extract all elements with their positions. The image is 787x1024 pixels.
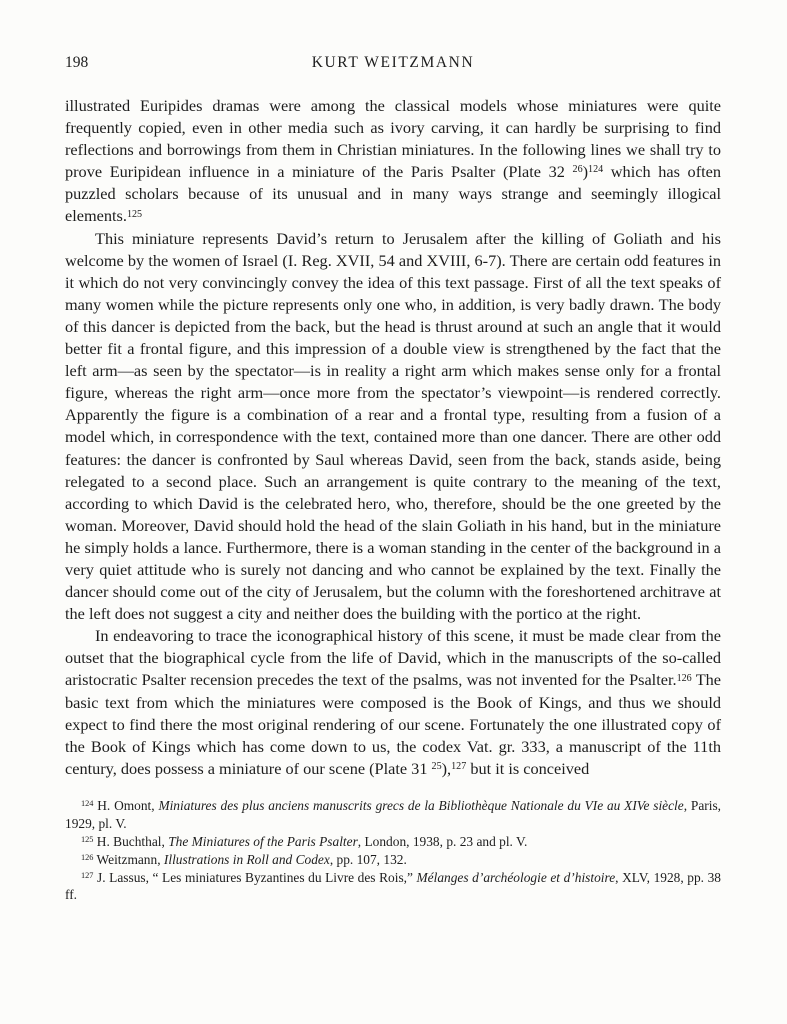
footnotes-section <box>65 797 721 904</box>
text-run: In endeavoring to trace the iconographical history of this scene, it must be made clear from the outset that the biographical cycle from the life of David, which in the manuscripts of the so-called aristocratic Psalter recension precedes the text of the psalms, was not invented for the Psalter. <box>65 626 721 690</box>
running-head-title: KURT WEITZMANN <box>311 54 475 71</box>
page-number: 198 <box>65 54 89 71</box>
superscript-ref: 125 <box>126 208 143 220</box>
superscript-ref: 127 <box>81 870 94 880</box>
text-run: , pp. 107, 132. <box>329 851 407 867</box>
text-run: , London, 1938, p. 23 and pl. V. <box>357 833 528 849</box>
text-run: J. Lassus, “ Les miniatures Byzantines du Livre des Rois,” <box>93 869 417 885</box>
superscript-ref: 126 <box>81 852 94 862</box>
italic-title: Illustrations in Roll and Codex <box>163 851 330 867</box>
running-header <box>65 54 721 76</box>
text-run: but it is conceived <box>466 758 590 778</box>
text-run: Weitzmann, <box>93 851 164 867</box>
italic-title: Miniatures des plus anciens manuscrits grecs de la Bibliothèque Nationale du VIe au XIVe siècle <box>158 797 684 813</box>
body-paragraph <box>65 95 721 228</box>
text-run: , Paris, 1929, pl. V. <box>65 797 721 831</box>
footnote <box>65 851 721 869</box>
text-run: , XLV, 1928, pp. 38 ff. <box>65 869 721 903</box>
body-paragraph <box>65 228 721 626</box>
italic-title: The Miniatures of the Paris Psalter <box>168 833 358 849</box>
body-paragraph <box>65 625 721 780</box>
text-run: ) <box>582 162 589 182</box>
footnote <box>65 797 721 833</box>
text-run: illustrated Euripides dramas were among the classical models whose miniatures were quite frequently copied, even in other media such as ivory carving, it can hardly be surprising to find reflections and borrowings from them in Christian miniatures. In the following lines we shall try to prove Euripidean influence in a miniature of the Paris Psalter (Plate 32 <box>65 96 721 182</box>
text-run: The basic text from which the miniatures were composed is the Book of Kings, and thus we should expect to find there the most original rendering of our scene. Fortunately the one illustrated copy of the Book of Kings which has come down to us, the codex Vat. gr. 333, a manuscript of the 11th century, does possess a miniature of our scene (Plate 31 <box>65 670 722 778</box>
text-run: This miniature represents David’s return to Jerusalem after the killing of Goliath and his welcome by the women of Israel (I. Reg. XVII, 54 and XVIII, 6-7). There are certain odd features in it which do not very convincingly convey the idea of this text passage. First of all the text speaks of many women while the picture represents only one who, in addition, is very badly drawn. The body of this dancer is depicted from the back, but the head is thrust around at such an angle that it would better fit a frontal figure, and this impression of a double view is strengthened by the fact that the left arm—as seen by the spectator—is in reality a right arm which makes sense only for a frontal figure, whereas the right arm—once more from the spectator’s viewpoint—is rendered correctly. Apparently the figure is a combination of a rear and a frontal type, resulting from a fusion of a model which, in correspondence with the text, contained more than one dancer. There are other odd features: the dancer is confronted by Saul whereas David, seen from the back, stands aside, being relegated to a second place. Such an arrangement is quite contrary to the meaning of the text, according to which David is the celebrated hero, who, therefore, should be the one greeted by the woman. Moreover, David should hold the head of the slain Goliath in his hand, but in the miniature he simply holds a lance. Furthermore, there is a woman standing in the center of the background in a very quiet attitude who is surely not dancing and who cannot be explained by the text. Finally the dancer should come out of the city of Jerusalem, but the column with the foreshortened architrave at the left does not suggest a city and neither does the building with the portico at the right. <box>65 228 721 624</box>
text-run: which has often puzzled scholars because of its unusual and in many ways strange and seemingly illogical elements. <box>65 162 722 226</box>
italic-title: Mélanges d’archéologie et d’histoire <box>416 869 616 885</box>
article-body <box>65 95 721 780</box>
superscript-ref: 125 <box>81 834 94 844</box>
page-content <box>65 54 721 904</box>
superscript-ref: 127 <box>451 760 467 772</box>
superscript-ref: 124 <box>588 164 604 176</box>
superscript-ref: 126 <box>676 672 692 684</box>
text-run: H. Omont, <box>93 797 159 813</box>
superscript-ref: 25 <box>431 760 442 772</box>
footnote <box>65 833 721 851</box>
text-run: ), <box>441 758 452 778</box>
superscript-ref: 26 <box>572 164 583 176</box>
superscript-ref: 124 <box>81 798 94 808</box>
footnote <box>65 869 721 905</box>
text-run: H. Buchthal, <box>93 833 169 849</box>
